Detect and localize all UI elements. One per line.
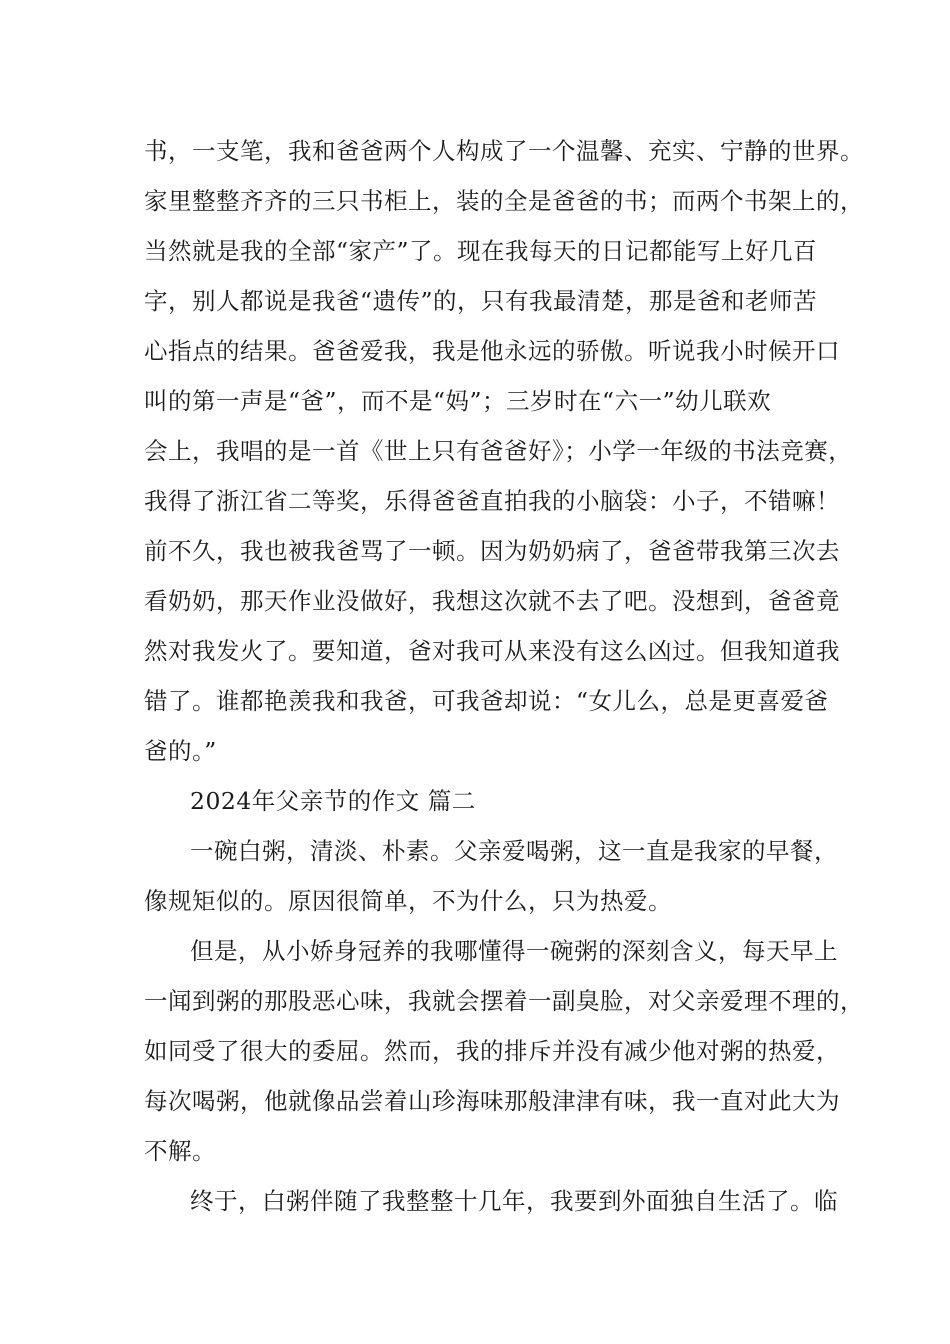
text-line: 书，一支笔，我和爸爸两个人构成了一个温馨、充实、宁静的世界。 xyxy=(144,137,864,165)
text-line: 叫的第一声是“爸”，而不是“妈”；三岁时在“六一”幼儿联欢 xyxy=(144,387,772,415)
text-line: 心指点的结果。爸爸爱我，我是他永远的骄傲。听说我小时候开口 xyxy=(144,337,840,365)
text-line: 然对我发火了。要知道，爸对我可从来没有这么凶过。但我知道我 xyxy=(144,637,840,665)
section-heading: 2024年父亲节的作文 篇二 xyxy=(190,787,476,815)
text-line: 像规矩似的。原因很简单，不为什么，只为热爱。 xyxy=(144,887,672,915)
text-line: 终于，白粥伴随了我整整十几年，我要到外面独自生活了。临 xyxy=(190,1187,838,1215)
text-line: 每次喝粥，他就像品尝着山珍海味那般津津有味，我一直对此大为 xyxy=(144,1087,840,1115)
text-line: 爸的。” xyxy=(144,737,217,765)
text-line: 不解。 xyxy=(144,1137,216,1165)
text-line: 一碗白粥，清淡、朴素。父亲爱喝粥，这一直是我家的早餐， xyxy=(190,837,838,865)
text-line: 但是，从小娇身冠养的我哪懂得一碗粥的深刻含义，每天早上 xyxy=(190,937,838,965)
text-line: 错了。谁都艳羡我和我爸，可我爸却说：“女儿么，总是更喜爱爸 xyxy=(144,687,829,715)
text-line: 字，别人都说是我爸“遗传”的，只有我最清楚，那是爸和老师苦 xyxy=(144,287,818,315)
text-line: 当然就是我的全部“家产”了。现在我每天的日记都能写上好几百 xyxy=(144,237,818,265)
text-line: 会上，我唱的是一首《世上只有爸爸好》；小学一年级的书法竞赛， xyxy=(144,437,853,465)
text-line: 一闻到粥的那股恶心味，我就会摆着一副臭脸，对父亲爱理不理的， xyxy=(144,987,864,1015)
text-line: 如同受了很大的委屈。然而，我的排斥并没有减少他对粥的热爱， xyxy=(144,1037,840,1065)
text-line: 看奶奶，那天作业没做好，我想这次就不去了吧。没想到，爸爸竟 xyxy=(144,587,840,615)
text-line: 家里整整齐齐的三只书柜上，装的全是爸爸的书；而两个书架上的， xyxy=(144,187,864,215)
text-line: 前不久，我也被我爸骂了一顿。因为奶奶病了，爸爸带我第三次去 xyxy=(144,537,840,565)
text-line: 我得了浙江省二等奖，乐得爸爸直拍我的小脑袋：小子，不错嘛！ xyxy=(144,487,840,515)
